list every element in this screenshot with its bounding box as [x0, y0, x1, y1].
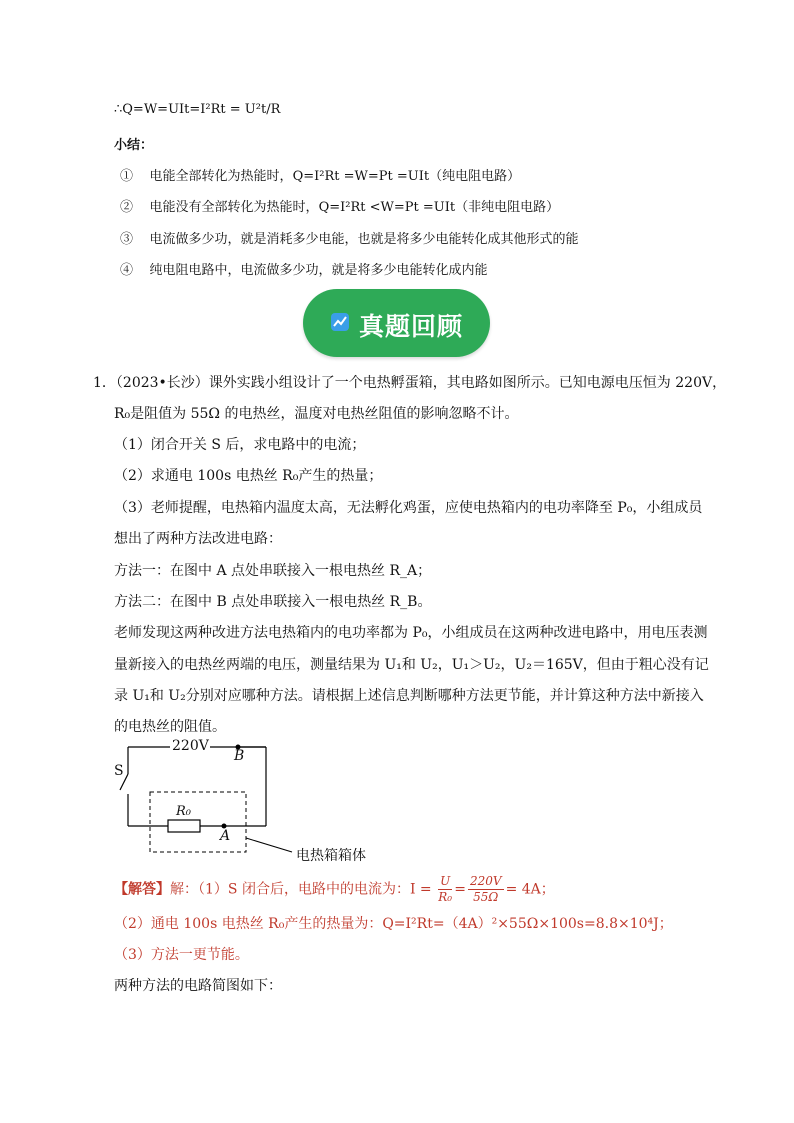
sub-question: （3）老师提醒，电热箱内温度太高，无法孵化鸡蛋，应使电热箱内的电功率降至 P₀，小组成员 — [114, 500, 703, 516]
answer-text: 解：（1）S 闭合后，电路中的电流为：I = — [170, 881, 432, 898]
summary-item — [120, 228, 579, 247]
point-a-label: A — [220, 828, 231, 844]
badge-label: 真题回顾 — [359, 312, 464, 341]
voltage-label: 220V — [172, 738, 209, 754]
summary-formula: Q=I²Rt <W=Pt =UIt — [318, 200, 456, 215]
question-stem: （2023•长沙）课外实践小组设计了一个电热孵蛋箱，其电路如图所示。已知电源电压恒为 220V， — [115, 375, 727, 391]
value-fraction — [468, 874, 504, 905]
summary-text: 电能没有全部转化为热能时， — [149, 200, 319, 215]
summary-text: 纯电阻电路中，电流做多少功，就是将多少电能转化成内能 — [149, 263, 488, 278]
question-number: 1． — [93, 375, 116, 391]
paragraph-line: 录 U₁和 U₂分别对应哪种方法。请根据上述信息判断哪种方法更节能，并计算这种方法中新接入 — [114, 688, 704, 704]
fraction-numerator: U — [440, 874, 451, 888]
sub-question: （2）求通电 100s 电热丝 R₀产生的热量； — [114, 468, 383, 484]
summary-marker: ② — [120, 200, 134, 215]
answer-line: （3）方法一更节能。 — [114, 947, 249, 963]
resistor-r0 — [168, 820, 200, 832]
summary-marker: ① — [120, 169, 134, 184]
fraction-denominator: R₀ — [438, 890, 453, 904]
summary-note: （非纯电阻电路） — [455, 200, 560, 215]
summary-item — [120, 196, 559, 215]
answer-result: = 4A； — [505, 881, 555, 898]
summary-note: （纯电阻电路） — [429, 169, 521, 184]
fraction-numerator: 220V — [469, 874, 502, 888]
sub-question: （1）闭合开关 S 后，求电路中的电流； — [114, 437, 366, 453]
method-line: 方法二：在图中 B 点处串联接入一根电热丝 R_B。 — [114, 594, 432, 610]
resistor-label: R₀ — [176, 804, 191, 819]
summary-marker: ③ — [120, 232, 134, 247]
answer-tag: 【解答】 — [114, 881, 170, 898]
answer-line: （2）通电 100s 电热丝 R₀产生的热量为：Q=I²Rt=（4A）²×55Ω×100s=8.8×10⁴J； — [114, 916, 673, 932]
summary-item — [120, 165, 520, 184]
formula-line: ∴Q=W=UIt=I²Rt = U²t/R — [114, 102, 281, 117]
point-b-label: B — [234, 748, 245, 764]
box-label: 电热箱箱体 — [296, 848, 366, 864]
summary-item — [120, 259, 488, 278]
answer-line: 两种方法的电路简图如下： — [114, 978, 282, 994]
method-line: 方法一：在图中 A 点处串联接入一根电热丝 R_A； — [114, 563, 432, 579]
section-badge — [303, 289, 490, 357]
paragraph-line: 老师发现这两种改进方法电热箱内的电功率都为 P₀，小组成员在这两种改进电路中，用电压表测 — [114, 625, 708, 641]
sub-question: 想出了两种方法改进电路： — [114, 531, 282, 547]
paragraph-line: 的电热丝的阻值。 — [114, 719, 226, 735]
summary-marker: ④ — [120, 263, 134, 278]
question-line — [93, 372, 726, 392]
question-line: R₀是阻值为 55Ω 的电热丝，温度对电热丝阻值的影响忽略不计。 — [114, 406, 519, 422]
switch-label: S — [114, 763, 124, 779]
current-fraction — [438, 874, 452, 905]
answer-line: 【解答】解：（1）S 闭合后，电路中的电流为：I = $\frac{U}{\text{R₀}}$ = $\frac{220V}{55\Omega}$ = 4A； — [114, 874, 555, 904]
summary-text: 电能全部转化为热能时， — [149, 169, 293, 184]
paragraph-line: 量新接入的电热丝两端的电压，测量结果为 U₁和 U₂，U₁＞U₂，U₂＝165V，但由于粗心没有记 — [114, 657, 709, 673]
summary-title: 小结： — [114, 138, 154, 153]
summary-text: 电流做多少功，就是消耗多少电能，也就是将多少电能转化成其他形式的能 — [149, 232, 579, 247]
summary-formula: Q=I²Rt =W=Pt =UIt — [292, 169, 430, 184]
fraction-denominator: 55Ω — [473, 890, 499, 904]
chart-icon — [331, 313, 349, 331]
